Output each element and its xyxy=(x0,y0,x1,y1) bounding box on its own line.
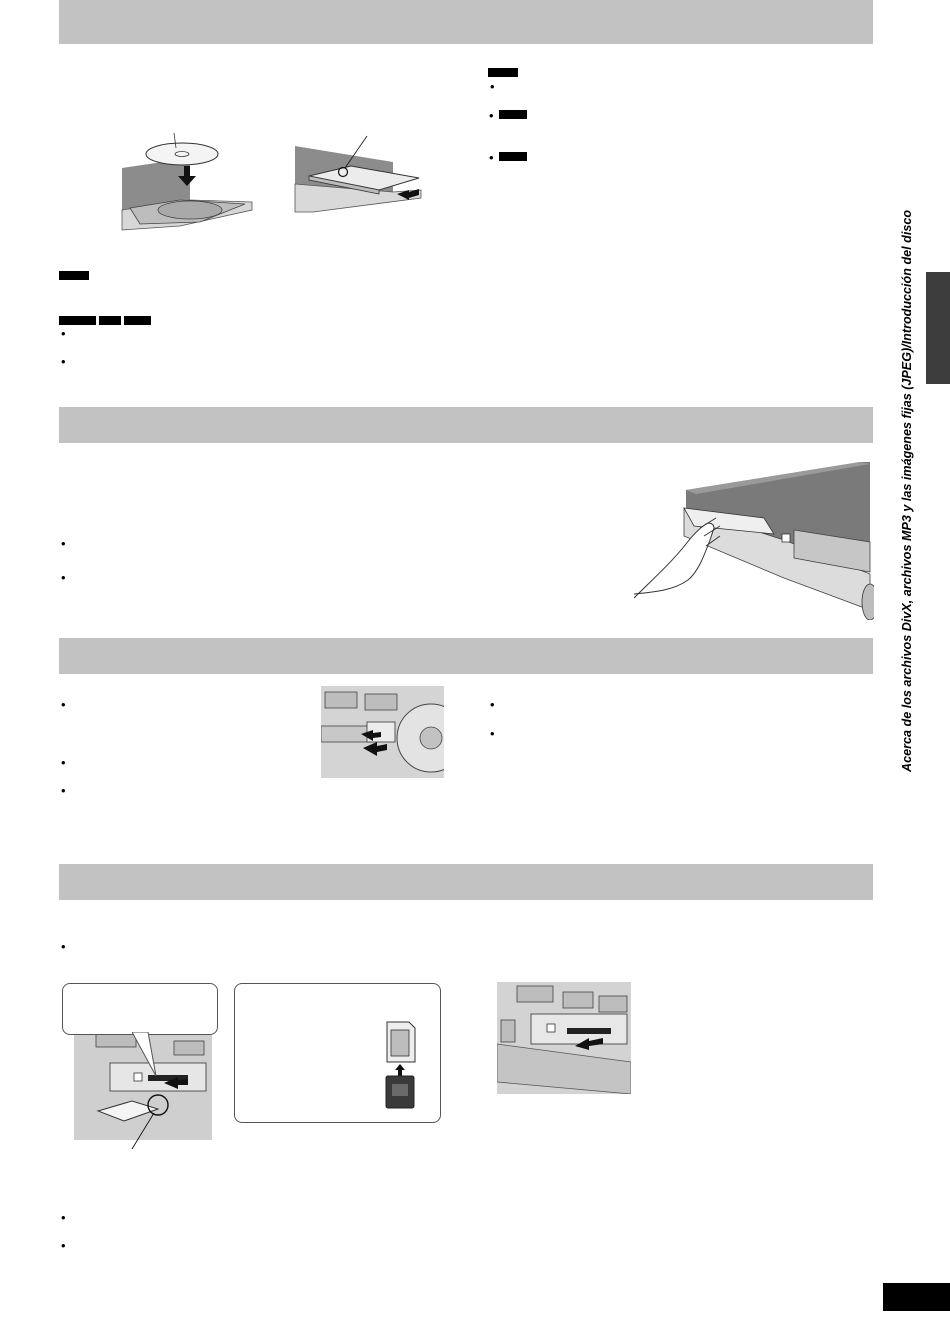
callout-pointer xyxy=(132,1032,162,1078)
media-tag xyxy=(59,316,96,325)
bullet-point: • xyxy=(489,150,494,165)
front-panel-slot-illustration xyxy=(321,686,444,778)
section-header-bar-3 xyxy=(59,638,873,674)
bullet-point: • xyxy=(490,726,495,741)
bullet-point: • xyxy=(61,1210,66,1225)
media-tag xyxy=(488,68,518,77)
bullet-point: • xyxy=(61,536,66,551)
bullet-point: • xyxy=(61,697,66,712)
disc-tray-illustration xyxy=(120,130,255,232)
bullet-point: • xyxy=(61,570,66,585)
media-tag xyxy=(499,152,527,161)
card-insert-illustration xyxy=(497,982,631,1094)
bullet-point: • xyxy=(489,108,494,123)
media-tag xyxy=(499,110,527,119)
bullet-point: • xyxy=(61,783,66,798)
bullet-point: • xyxy=(490,79,495,94)
sd-adapter-icon xyxy=(383,1020,417,1110)
sidebar-section-tab xyxy=(926,272,950,384)
sidebar-chapter-title: Acerca de los archivos DivX, archivos MP3 y las imágenes fijas (JPEG)/Introducción del disco xyxy=(900,209,914,772)
page-number-box xyxy=(883,1283,950,1311)
bullet-point: • xyxy=(61,354,66,369)
bullet-point: • xyxy=(61,326,66,341)
hand-close-tray-illustration xyxy=(634,460,874,620)
media-tag xyxy=(99,316,121,325)
bullet-point: • xyxy=(490,697,495,712)
bullet-point: • xyxy=(61,939,66,954)
bullet-point: • xyxy=(61,755,66,770)
section-header-bar-4 xyxy=(59,864,873,900)
section-header-bar-1 xyxy=(59,0,873,44)
section-header-bar-2 xyxy=(59,407,873,443)
cartridge-disc-illustration xyxy=(293,132,423,214)
media-tag xyxy=(124,316,151,325)
bullet-point: • xyxy=(61,1238,66,1253)
media-tag xyxy=(59,271,89,280)
callout-box-left xyxy=(62,983,218,1035)
